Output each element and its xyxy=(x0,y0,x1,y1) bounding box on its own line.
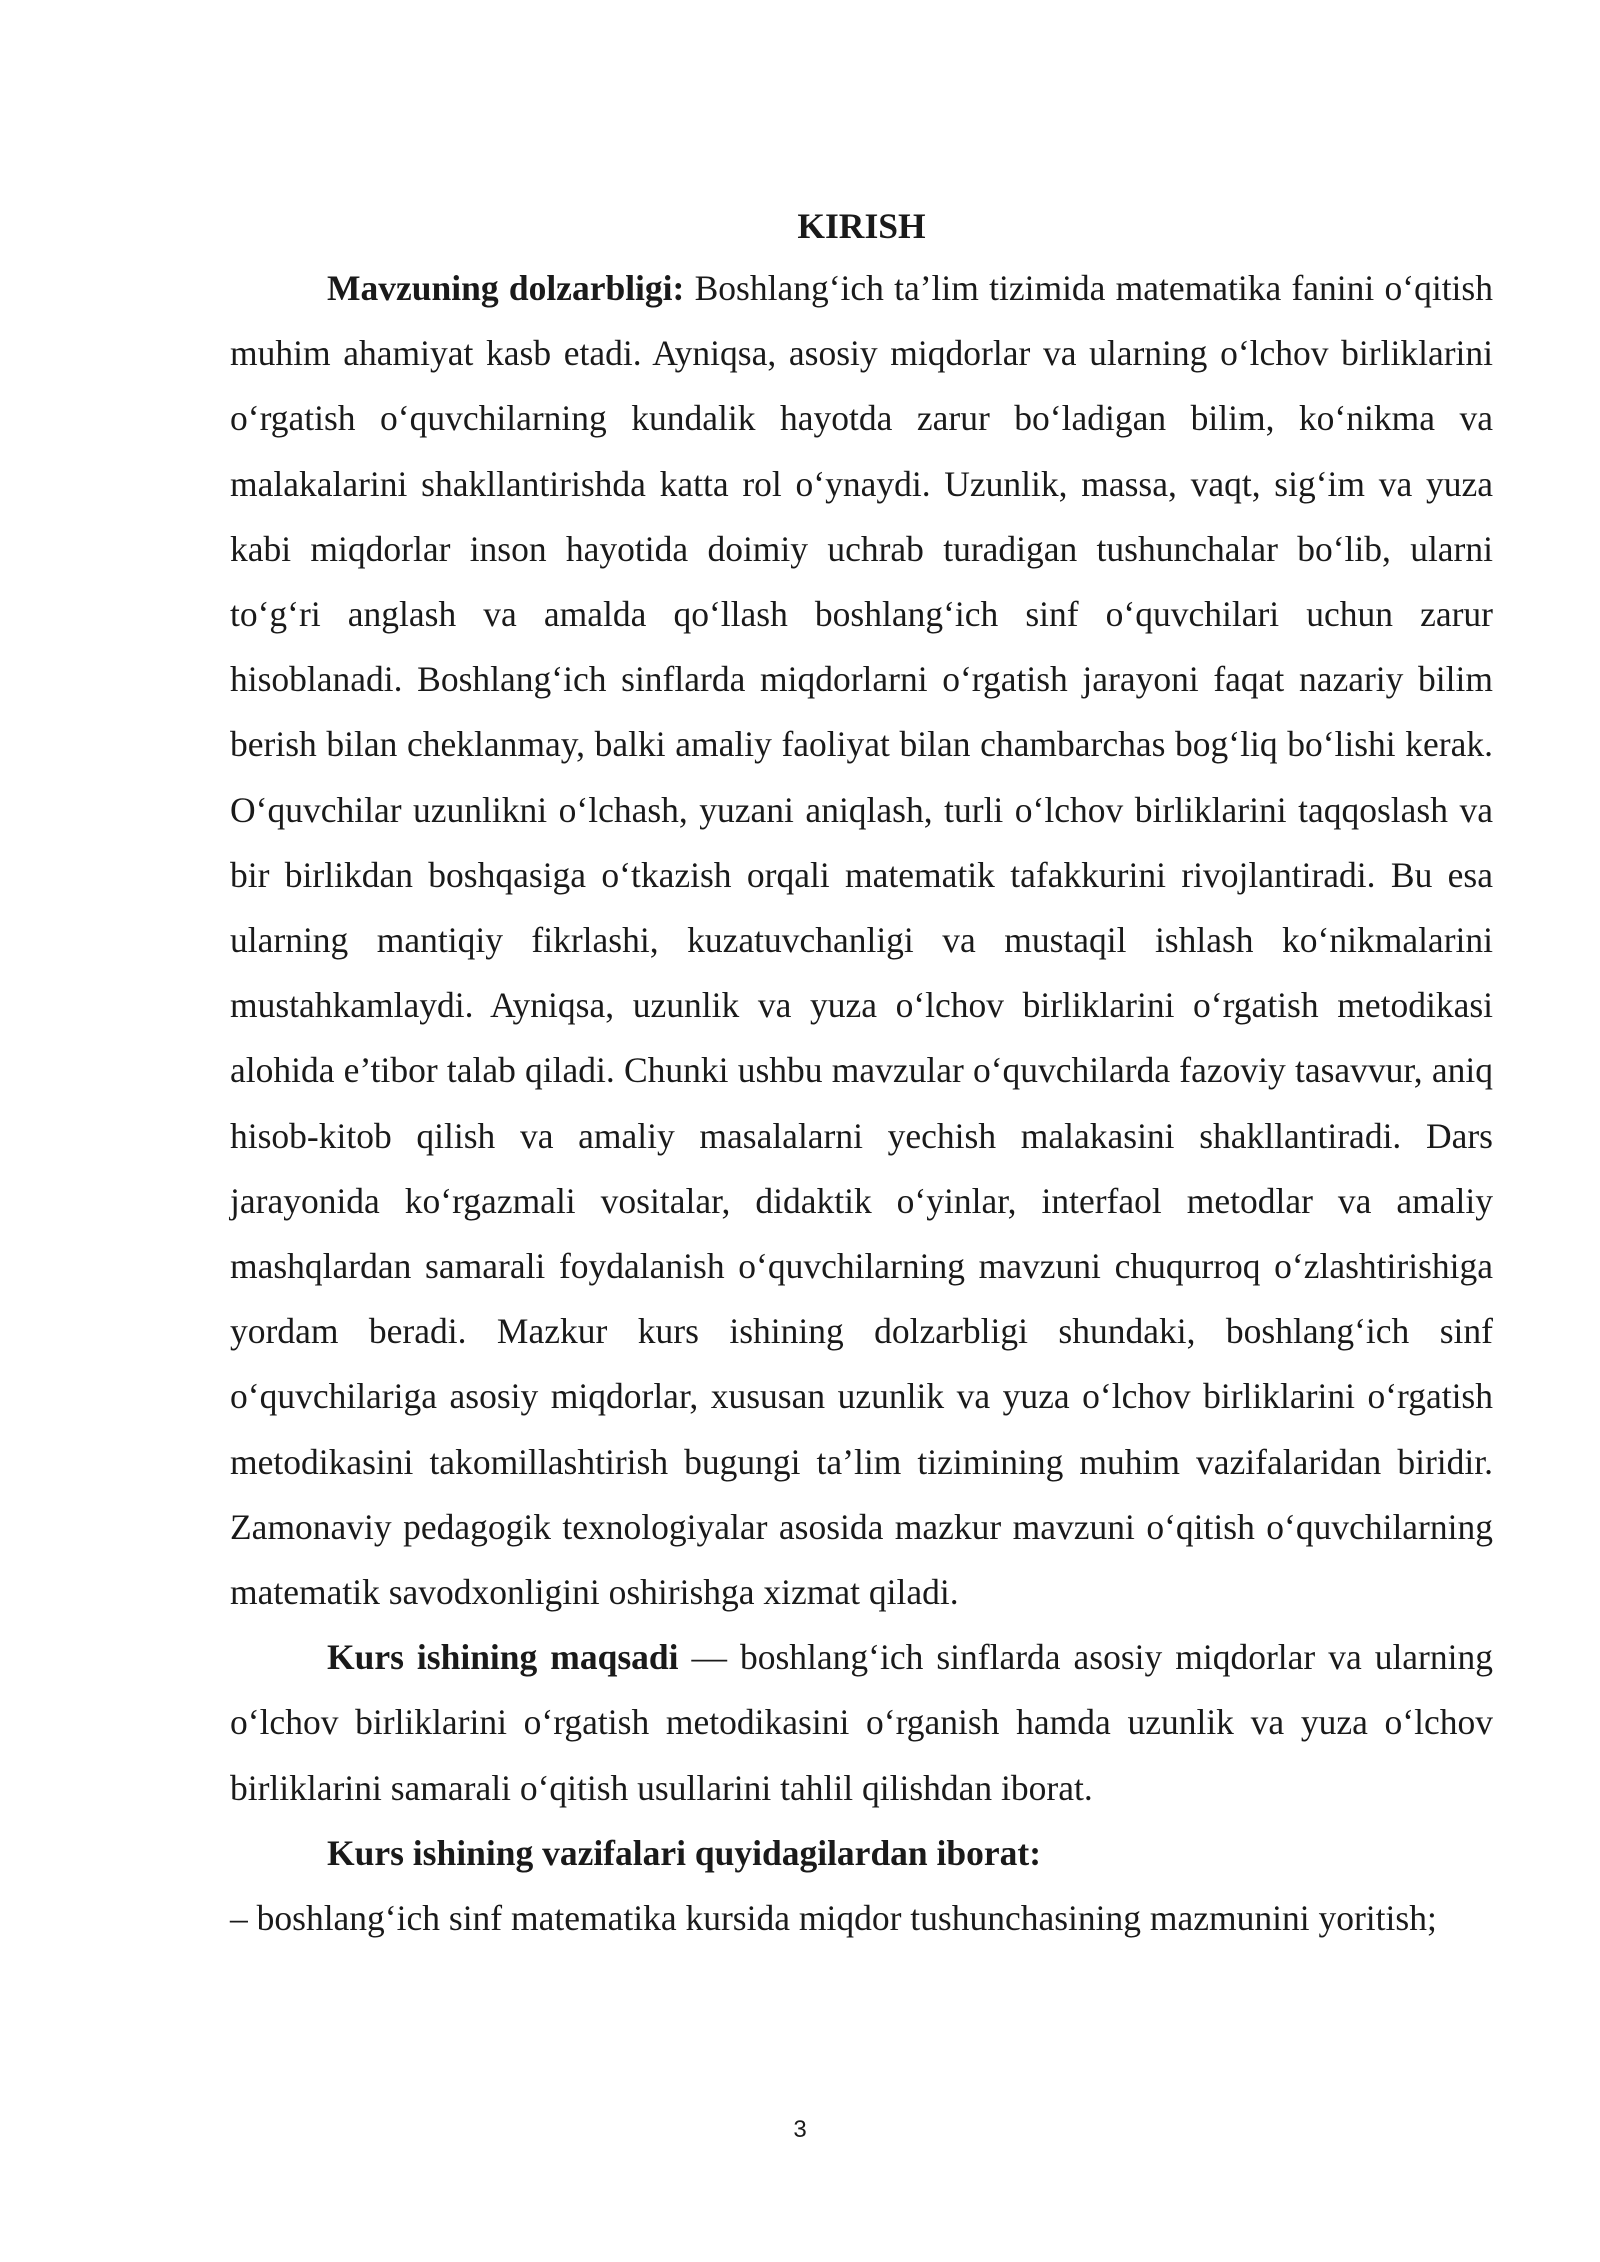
task-item: – boshlang‘ich sinf matematika kursida miqdor tushunchasining mazmunini yoritish; xyxy=(230,1898,1437,1939)
page-heading: KIRISH xyxy=(797,206,926,246)
page-number: 3 xyxy=(793,2116,807,2143)
goal-lead: Kurs ishining maqsadi xyxy=(327,1637,679,1678)
relevance-text: Boshlang‘ich ta’lim tizimida matematika fanini o‘qitish muhim ahamiyat kasb etadi. Ayniqsa, asosiy miqdorlar va ularning o‘lchov birliklarini o‘rgatish o‘quvchilarning kundalik hayotda zarur bo‘ladigan bilim, ko‘nikma va malakalarini shakllantirishda katta rol o‘ynaydi. Uzunlik, massa, vaqt, sig‘im va yuza kabi miqdorlar inson hayotida doimiy uchrab turadigan tushunchalar bo‘lib, ularni to‘g‘ri anglash va amalda qo‘llash boshlang‘ich sinf o‘quvchilari uchun zarur hisoblanadi. Boshlang‘ich sinflarda miqdorlarni o‘rgatish jarayoni faqat nazariy bilim berish bilan cheklanmay, balki amaliy faoliyat bilan chambarchas bog‘liq bo‘lishi kerak. O‘quvchilar uzunlikni o‘lchash, yuzani aniqlash, turli o‘lchov birliklarini taqqoslash va bir birlikdan boshqasiga o‘tkazish orqali matematik tafakkurini rivojlantiradi. Bu esa ularning mantiqiy fikrlashi, kuzatuvchanligi va mustaqil ishlash ko‘nikmalarini mustahkamlaydi. Ayniqsa, uzunlik va yuza o‘lchov birliklarini o‘rgatish metodikasi alohida e’tibor talab qiladi. Chunki ushbu mavzular o‘quvchilarda fazoviy tasavvur, aniq hisob-kitob qilish va amaliy masalalarni yechish malakasini shakllantiradi. Dars jarayonida ko‘rgazmali vositalar, didaktik o‘yinlar, interfaol metodlar va amaliy mashqlardan samarali foydalanish o‘quvchilarning mavzuni chuqurroq o‘zlashtirishiga yordam beradi. Mazkur kurs ishining dolzarbligi shundaki, boshlang‘ich sinf o‘quvchilariga asosiy miqdorlar, xususan uzunlik va yuza o‘lchov birliklarini o‘rgatish metodikasini takomillashtirish bugungi ta’lim tizimining muhim vazifalaridan biridir. Zamonaviy pedagogik texnologiyalar asosida mazkur mavzuni o‘qitish o‘quvchilarning matematik savodxonligini oshirishga xizmat qiladi. xyxy=(230,268,1493,1613)
goal-paragraph xyxy=(230,1625,1493,1821)
goal-text: — boshlang‘ich sinflarda asosiy miqdorlar va ularning o‘lchov birliklarini o‘rgatish metodikasini o‘rganish hamda uzunlik va yuza o‘lchov birliklarini samarali o‘qitish usullarini tahlil qilishdan iborat. xyxy=(230,1637,1493,1808)
relevance-paragraph xyxy=(230,256,1493,1625)
tasks-heading: Kurs ishining vazifalari quyidagilardan iborat: xyxy=(327,1832,1042,1873)
page-content xyxy=(230,196,1493,1951)
relevance-lead: Mavzuning dolzarbligi: xyxy=(327,268,685,308)
